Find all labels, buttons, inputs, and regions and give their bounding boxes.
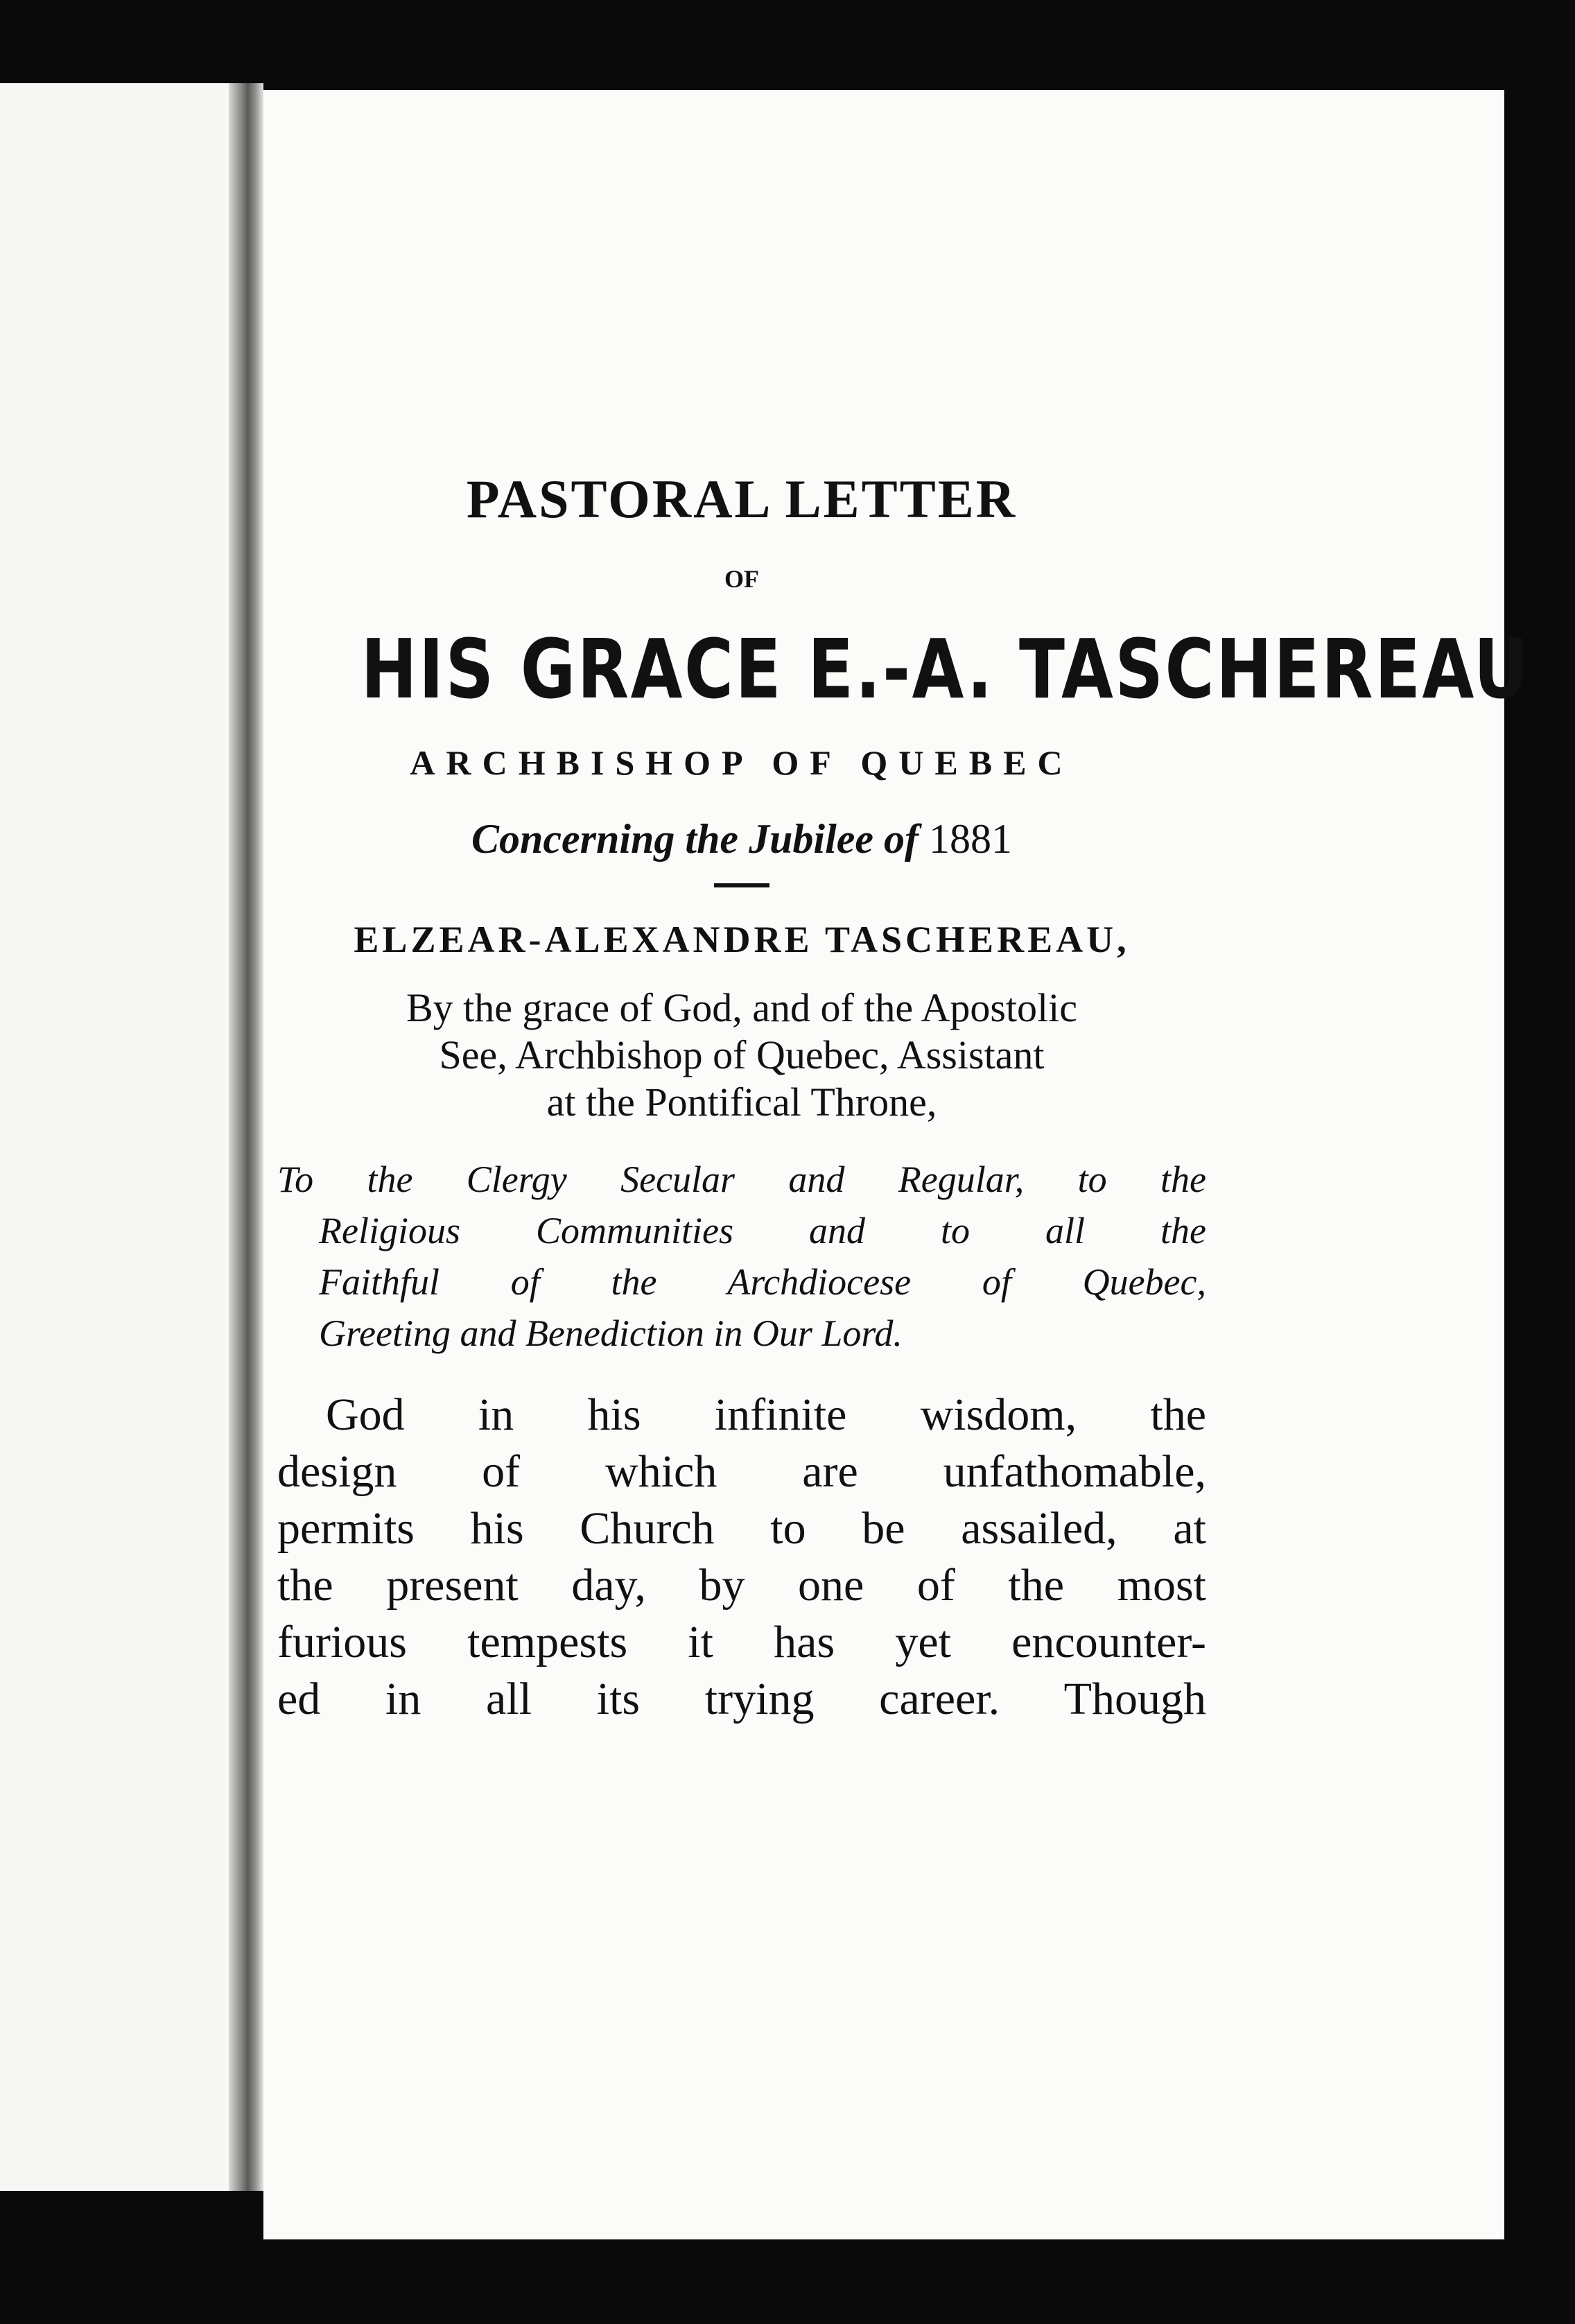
style-line: See, Archbishop of Quebec, Assistant <box>439 1032 1045 1077</box>
body-line: ed in all its trying career. Though <box>277 1674 1206 1724</box>
section-divider <box>714 883 769 887</box>
body-line: the present day, by one of the most <box>277 1560 1206 1611</box>
body-line: design of which are unfathomable, <box>277 1446 1206 1497</box>
author-full-name: ELZEAR-ALEXANDRE TASCHEREAU, <box>354 919 1130 960</box>
style-line: at the Pontifical Throne, <box>546 1079 937 1125</box>
subject-year: 1881 <box>929 816 1013 862</box>
address-line: To the Clergy Secular and Regular, to the <box>277 1159 1206 1200</box>
author-heading: HIS GRACE E.-A. TASCHEREAU <box>360 621 1530 717</box>
address-block <box>277 1154 1206 1359</box>
address-line: Greeting and Benediction in Our Lord. <box>319 1312 903 1354</box>
facing-page-edge <box>0 83 250 2191</box>
author-style-block <box>277 985 1206 1126</box>
book-spine-gutter <box>229 83 263 2191</box>
document-title: PASTORAL LETTER <box>466 469 1018 529</box>
body-line: permits his Church to be assailed, at <box>277 1503 1206 1554</box>
document-subject <box>277 804 1206 874</box>
body-paragraph <box>277 1387 1206 1728</box>
author-office: ARCHBISHOP OF QUEBEC <box>410 743 1074 782</box>
address-line: Faithful of the Archdiocese of Quebec, <box>319 1261 1206 1303</box>
body-line: God in his infinite wisdom, the <box>326 1389 1206 1440</box>
address-line: Religious Communities and to all the <box>319 1210 1206 1251</box>
body-line: furious tempests it has yet encounter- <box>277 1617 1206 1667</box>
title-connector: OF <box>724 565 759 593</box>
style-line: By the grace of God, and of the Apostolic <box>406 985 1078 1030</box>
subject-text: Concerning the Jubilee of <box>471 816 919 862</box>
page-content <box>277 458 1530 1728</box>
